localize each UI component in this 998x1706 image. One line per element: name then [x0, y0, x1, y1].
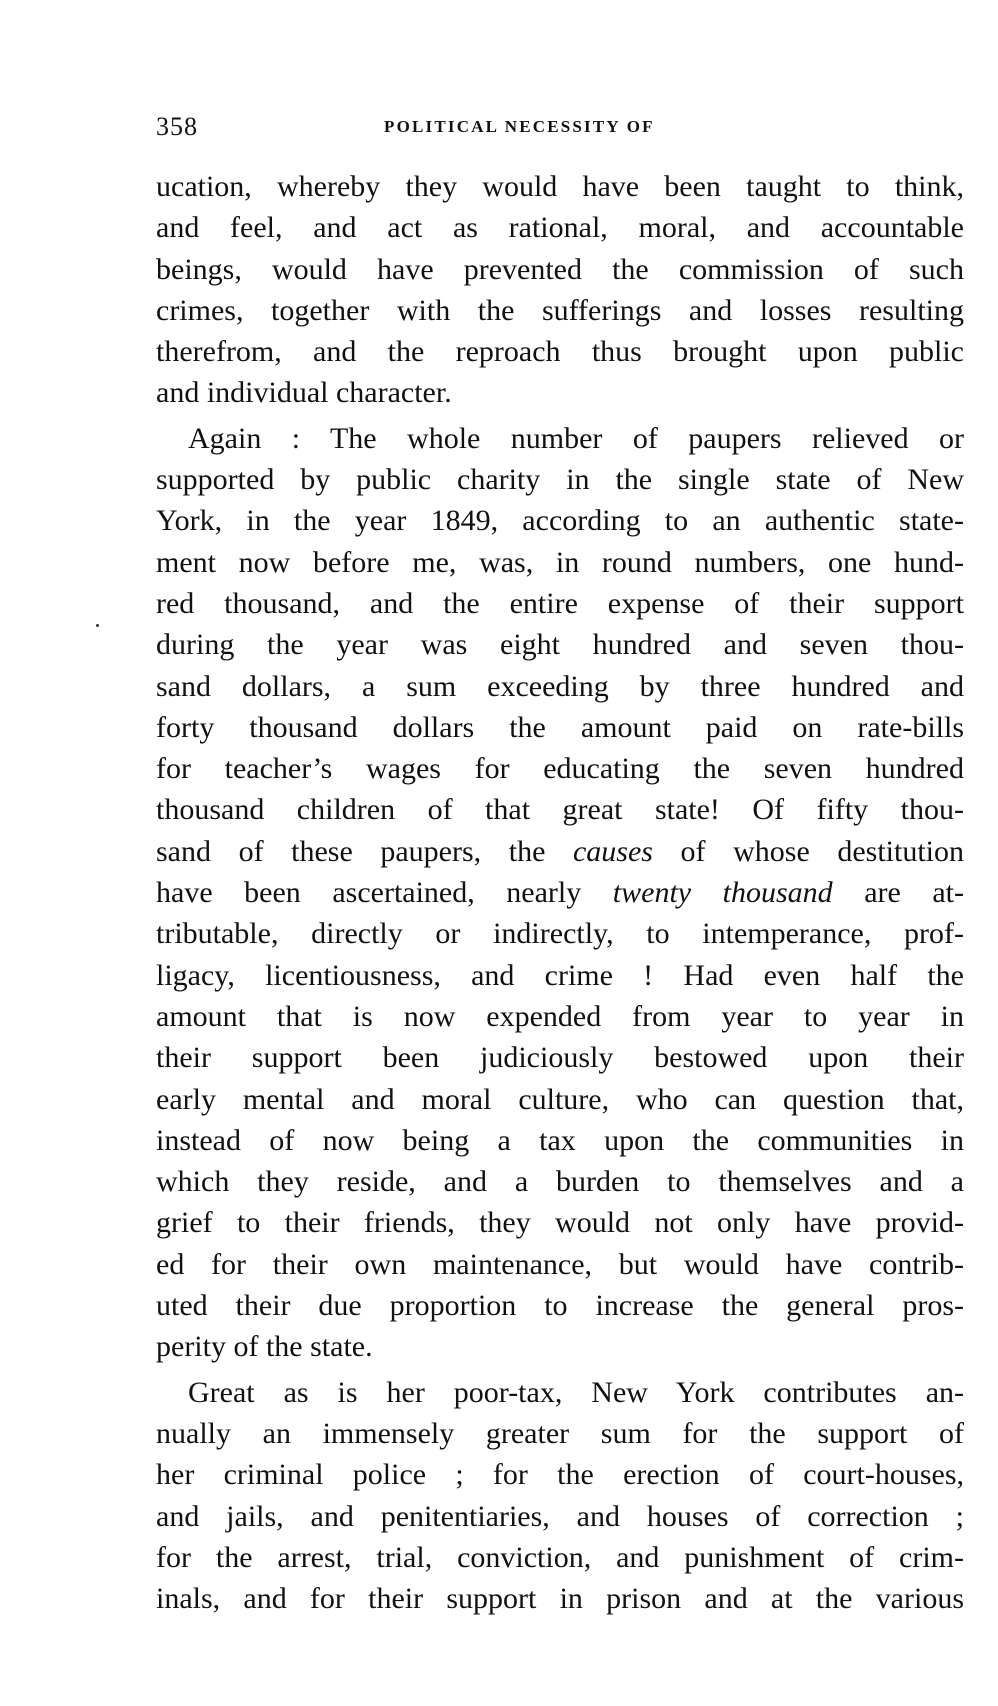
- text-segment: early mental and moral culture, who can question that,: [156, 1082, 964, 1116]
- text-line: [156, 1537, 964, 1578]
- text-line: [156, 1454, 964, 1495]
- text-segment: uted their due proportion to increase the general pros-: [156, 1289, 964, 1323]
- text-line: [156, 955, 964, 996]
- text-line: [156, 913, 964, 954]
- text-segment: their support been judiciously bestowed upon their: [156, 1041, 964, 1075]
- text-segment: for the arrest, trial, conviction, and punishment of crim-: [156, 1540, 964, 1574]
- text-line: [156, 624, 964, 665]
- text-segment: of whose destitution: [652, 834, 964, 868]
- text-line: [156, 1037, 964, 1078]
- text-segment: ucation, whereby they would have been taught to think,: [156, 170, 964, 203]
- text-segment: nually an immensely greater sum for the support of: [156, 1416, 964, 1450]
- text-segment: for teacher’s wages for educating the seven hundred: [156, 752, 964, 786]
- body-text: [156, 166, 964, 1619]
- text-segment: have been ascertained, nearly: [156, 876, 613, 910]
- text-line: [156, 1578, 964, 1619]
- text-segment: supported by public charity in the single state of New: [156, 463, 964, 497]
- text-segment: and individual character.: [156, 376, 452, 410]
- text-segment: her criminal police ; for the erection of court-houses,: [156, 1458, 964, 1492]
- text-segment: perity of the state.: [156, 1330, 373, 1364]
- text-line: [156, 1120, 964, 1161]
- text-line: [156, 1496, 964, 1537]
- text-line: [156, 666, 964, 707]
- text-segment: ligacy, licentiousness, and crime ! Had even half the: [156, 958, 964, 992]
- text-segment: amount that is now expended from year to year in: [156, 999, 964, 1033]
- text-segment: thousand children of that great state! Of fifty thou-: [156, 793, 964, 827]
- text-line: [156, 372, 964, 413]
- italic-phrase: twenty thousand: [612, 876, 833, 910]
- text-segment: crimes, together with the sufferings and losses resulting: [156, 293, 964, 327]
- text-line: [156, 748, 964, 789]
- text-line: [156, 249, 964, 290]
- text-segment: therefrom, and the reproach thus brought upon public: [156, 335, 964, 369]
- text-segment: instead of now being a tax upon the communities in: [156, 1123, 964, 1157]
- text-line: [156, 1244, 964, 1285]
- text-line: [156, 459, 964, 500]
- text-segment: red thousand, and the entire expense of their support: [156, 586, 964, 620]
- text-segment: ed for their own maintenance, but would have contrib-: [156, 1247, 964, 1281]
- text-line: [156, 996, 964, 1037]
- running-head: [156, 112, 951, 142]
- text-line: [156, 1202, 964, 1243]
- text-segment: Great as is her poor-tax, New York contributes an-: [188, 1375, 964, 1409]
- text-segment: sand dollars, a sum exceeding by three hundred and: [156, 669, 964, 703]
- page-number: 358: [156, 112, 198, 141]
- text-line: [156, 1372, 964, 1413]
- text-line: [156, 1079, 964, 1120]
- text-segment: tributable, directly or indirectly, to intemperance, prof-: [156, 917, 964, 951]
- text-segment: grief to their friends, they would not only have provid-: [156, 1206, 964, 1240]
- text-line: [156, 789, 964, 830]
- running-title: POLITICAL NECESSITY OF: [384, 117, 655, 136]
- text-line: [156, 166, 964, 207]
- text-segment: during the year was eight hundred and seven thou-: [156, 628, 964, 662]
- text-line: [156, 872, 964, 913]
- text-segment: Again : The whole number of paupers relieved or: [188, 421, 964, 455]
- text-segment: and jails, and penitentiaries, and houses of correction ;: [156, 1499, 964, 1533]
- italic-phrase: causes: [572, 834, 653, 868]
- text-segment: York, in the year 1849, according to an authentic state-: [156, 504, 964, 538]
- text-line: [156, 500, 964, 541]
- text-line: [156, 331, 964, 372]
- text-line: [156, 542, 964, 583]
- text-line: [156, 207, 964, 248]
- text-line: [156, 1161, 964, 1202]
- text-line: [156, 1285, 964, 1326]
- text-line: [156, 583, 964, 624]
- text-line: [156, 418, 964, 459]
- text-segment: ment now before me, was, in round numbers, one hund-: [156, 545, 964, 579]
- text-line: [156, 290, 964, 331]
- text-segment: are at-: [832, 876, 964, 910]
- text-segment: beings, would have prevented the commission of such: [156, 252, 964, 286]
- text-line: [156, 1413, 964, 1454]
- text-segment: inals, and for their support in prison and at the various: [156, 1582, 964, 1616]
- text-segment: which they reside, and a burden to themselves and a: [156, 1165, 964, 1199]
- margin-speck: [96, 624, 99, 627]
- text-line: [156, 1326, 964, 1367]
- text-segment: forty thousand dollars the amount paid on rate-bills: [156, 710, 964, 744]
- text-line: [156, 831, 964, 872]
- text-line: [156, 707, 964, 748]
- text-segment: and feel, and act as rational, moral, and accountable: [156, 211, 964, 245]
- text-segment: sand of these paupers, the: [156, 834, 573, 868]
